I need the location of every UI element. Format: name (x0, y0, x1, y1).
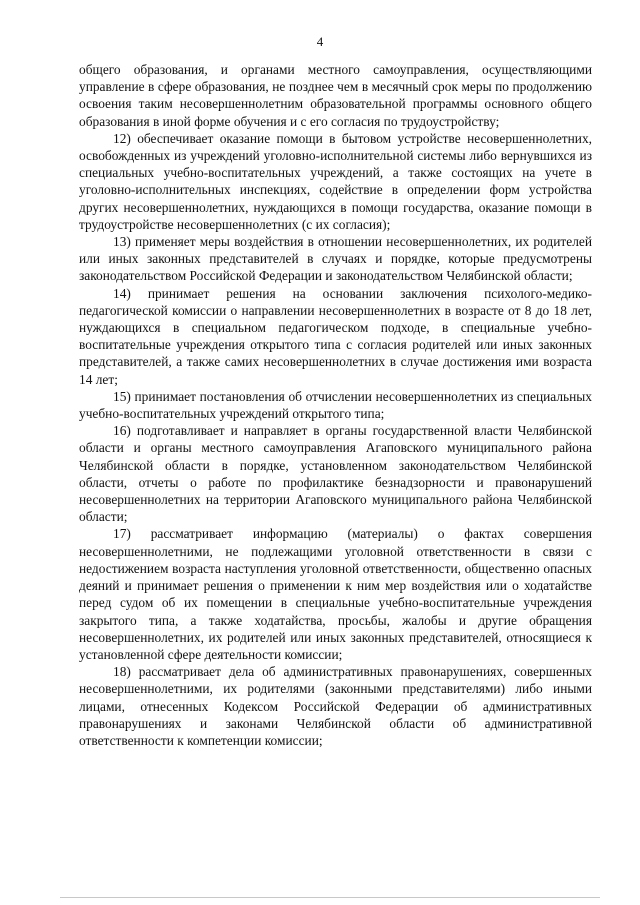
paragraph-item-14: 14) принимает решения на основании заключения психолого-медико-педагогической комиссии о направлении несовершеннолетних в возрасте от 8 до 18 лет, нуждающихся в специальном педагогическом подходе, в специальные учебно-воспитательные учреждения открытого типа с согласия родителей или иных законных представителей, а также самих несовершеннолетних в случае достижения ими возраста 14 лет; (79, 285, 592, 387)
paragraph-item-18: 18) рассматривает дела об административных правонарушениях, совершенных несовершеннолетними, их родителями (законными представителями) либо иными лицами, отнесенных Кодексом Российской Федерации об административных правонарушениях и законами Челябинской области об административной ответственности к компетенции комиссии; (79, 664, 592, 748)
paragraph-continuation: общего образования, и органами местного самоуправления, осуществляющими управление в сфере образования, не позднее чем в месячный срок меры по продолжению освоения таким несовершеннолетним образовательной программы основного общего образования в иной форме обучения и с его согласия по трудоустройству; (79, 62, 592, 129)
page-number: 4 (316, 34, 324, 49)
paragraph-item-16: 16) подготавливает и направляет в органы государственной власти Челябинской области и органы местного самоуправления Агаповского муниципального района Челябинской области в порядке, установленном законодательством Челябинской области, отчеты о работе по профилактике безнадзорности и правонарушений несовершеннолетних на территории Агаповского муниципального района Челябинской области; (79, 423, 592, 525)
paragraph-item-17: 17) рассматривает информацию (материалы) о фактах совершения несовершеннолетними, не подлежащими уголовной ответственности в связи с недостижением возраста наступления уголовной ответственности, общественно опасных деяний и принимает решения о применении к ним мер воздействия или о ходатайстве перед судом об их помещении в специальные учебно-воспитательные учреждения закрытого типа, а также ходатайства, просьбы, жалобы и другие обращения несовершеннолетних, их родителей или иных законных представителей, относящиеся к установленной сфере деятельности комиссии; (79, 526, 592, 662)
paragraph-item-15: 15) принимает постановления об отчислении несовершеннолетних из специальных учебно-воспитательных учреждений открытого типа; (79, 388, 592, 422)
document-body (79, 61, 592, 749)
paragraph-item-13: 13) применяет меры воздействия в отношении несовершеннолетних, их родителей или иных законных представителей в случаях и порядке, которые предусмотрены законодательством Российской Федерации и законодательством Челябинской области; (79, 234, 592, 284)
page-bottom-rule (60, 897, 600, 898)
paragraph-item-12: 12) обеспечивает оказание помощи в бытовом устройстве несовершеннолетних, освобожденных из учреждений уголовно-исполнительной системы либо вернувшихся из специальных учебно-воспитательных учреждений, а также состоящих на учете в уголовно-исполнительных инспекциях, содействие в определении форм устройства других несовершеннолетних, нуждающихся в помощи государства, оказание помощи в трудоустройстве несовершеннолетних (с их согласия); (79, 130, 592, 232)
